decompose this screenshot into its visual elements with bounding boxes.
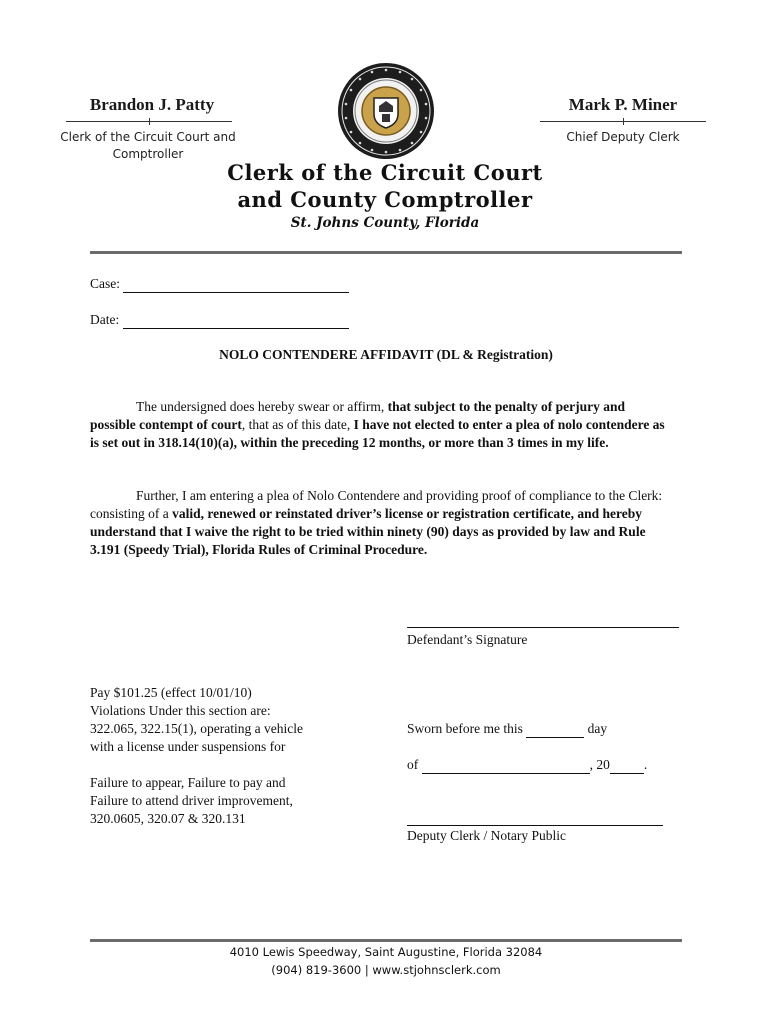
year-suffix: .: [643, 757, 648, 772]
para1-text-1: The undersigned does hereby swear or affirm,: [136, 399, 388, 414]
left-header-rule: [66, 121, 232, 122]
deputy-name: Mark P. Miner: [568, 95, 678, 114]
right-header-rule: [540, 121, 706, 122]
date-label: Date:: [90, 312, 120, 327]
sworn-text: Sworn before me this: [407, 721, 523, 736]
clerk-name: Brandon J. Patty: [89, 95, 215, 114]
footer-contact: (904) 819-3600 | www.stjohnsclerk.com: [271, 963, 501, 977]
defendant-signature-label: Defendant’s Signature: [407, 632, 528, 647]
case-input-line[interactable]: [123, 278, 349, 293]
defendant-signature-line[interactable]: [407, 627, 679, 628]
year-prefix: , 20: [589, 757, 610, 772]
sworn-of-line: [407, 756, 647, 774]
payment-block: [90, 684, 370, 828]
para1-text-2: , that as of this date,: [241, 417, 354, 432]
violation-2-line-3: 320.0605, 320.07 & 320.131: [90, 811, 246, 826]
footer-divider: [90, 939, 682, 942]
para2-bold-1: valid, renewed or reinstated driver’s license or registration certificate, and hereby understand that I waive the right to be tried within ninety (90) days as provided by law and Rule 3.191 (Speedy Trial), Florida Rules of Criminal Procedure.: [90, 506, 646, 557]
office-title-line1: Clerk of the Circuit Court: [227, 160, 543, 185]
header-divider: [90, 251, 682, 254]
notary-label: Deputy Clerk / Notary Public: [407, 828, 566, 843]
deputy-title: Chief Deputy Clerk: [566, 130, 680, 144]
clerk-title: Clerk of the Circuit Court and Comptroller: [60, 130, 236, 161]
plea-paragraph: [90, 487, 668, 559]
violation-2-line-1: Failure to appear, Failure to pay and: [90, 775, 286, 790]
of-label: of: [407, 757, 419, 772]
county-seal-logo: [337, 62, 435, 160]
violations-heading: Violations Under this section are:: [90, 703, 271, 718]
footer-address: 4010 Lewis Speedway, Saint Augustine, Florida 32084: [229, 945, 543, 959]
date-field: [90, 311, 349, 329]
document-title: NOLO CONTENDERE AFFIDAVIT (DL & Registration): [219, 347, 553, 362]
notary-signature-line[interactable]: [407, 825, 663, 826]
violation-1-line-2: with a license under suspensions for: [90, 739, 286, 754]
office-title-line2: and County Comptroller: [237, 187, 533, 212]
sworn-year-input[interactable]: [610, 759, 644, 774]
case-field: [90, 275, 349, 293]
pay-amount: Pay $101.25 (effect 10/01/10): [90, 685, 252, 700]
violation-1-line-1: 322.065, 322.15(1), operating a vehicle: [90, 721, 303, 736]
case-label: Case:: [90, 276, 120, 291]
affirmation-paragraph: [90, 398, 668, 452]
office-county: St. Johns County, Florida: [290, 215, 480, 231]
para1-bold-2: I have not elected to enter a plea of nolo contendere as is set out in 318.14(10)(a), within the preceding 12 months, or more than 3 times in my life.: [90, 417, 665, 450]
sworn-day-label: day: [587, 721, 608, 736]
sworn-day-input[interactable]: [526, 723, 584, 738]
sworn-line: [407, 720, 607, 738]
para1-bold-1: that subject to the penalty of perjury and possible contempt of court: [90, 399, 626, 432]
violation-2-line-2: Failure to attend driver improvement,: [90, 793, 293, 808]
para2-text-1: Further, I am entering a plea of Nolo Contendere and providing proof of compliance to the Clerk: consisting of a: [90, 488, 663, 521]
sworn-month-input[interactable]: [422, 759, 590, 774]
date-input-line[interactable]: [123, 314, 349, 329]
